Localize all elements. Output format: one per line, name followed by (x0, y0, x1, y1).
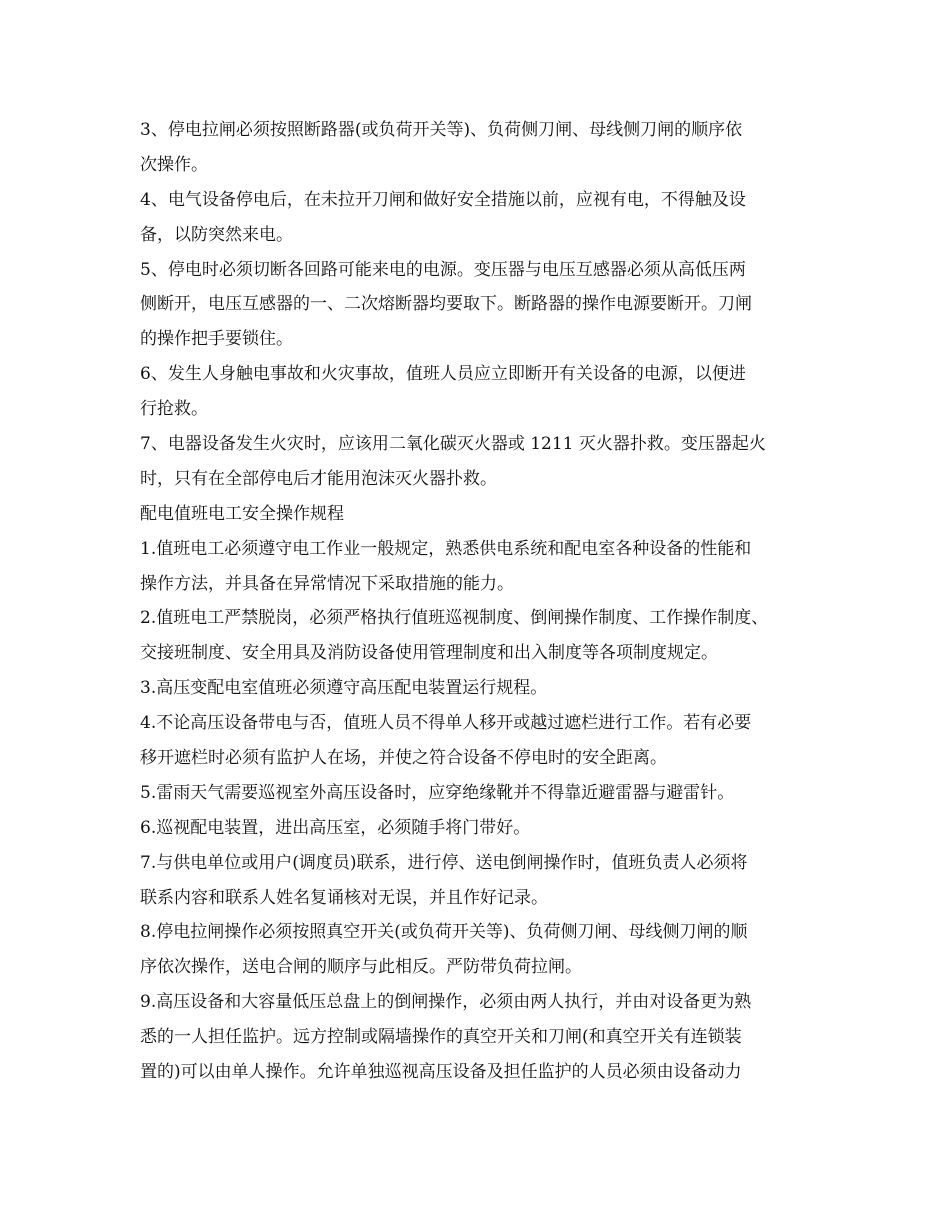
text-line: 序依次操作，送电合闸的顺序与此相反。严防带负荷拉闸。 (140, 957, 582, 978)
text-line: 4.不论高压设备带电与否，值班人员不得单人移开或越过遮栏进行工作。若有必要 (140, 713, 752, 734)
text-line: 8.停电拉闸操作必须按照真空开关(或负荷开关等)、负荷侧刀闸、母线侧刀闸的顺 (140, 922, 748, 943)
section-heading: 配电值班电工安全操作规程 (140, 503, 344, 524)
text-line: 备，以防突然来电。 (140, 224, 293, 245)
text-line: 操作方法，并具备在异常情况下采取措施的能力。 (140, 573, 514, 594)
document-body (140, 113, 830, 1090)
text-line: 交接班制度、安全用具及消防设备使用管理制度和出入制度等各项制度规定。 (140, 643, 718, 664)
text-line: 联系内容和联系人姓名复诵核对无误，并且作好记录。 (140, 887, 548, 908)
text-line: 6、发生人身触电事故和火灾事故，值班人员应立即断开有关设备的电源，以便进 (140, 364, 746, 385)
text-line: 移开遮栏时必须有监护人在场，并使之符合设备不停电时的安全距离。 (140, 748, 667, 769)
text-line: 5、停电时必须切断各回路可能来电的电源。变压器与电压互感器必须从高低压两 (140, 259, 746, 280)
text-line: 次操作。 (140, 154, 208, 175)
text-line: 6.巡视配电装置，进出高压室，必须随手将门带好。 (140, 817, 531, 838)
text-line: 时，只有在全部停电后才能用泡沫灭火器扑救。 (140, 468, 497, 489)
text-line: 悉的一人担任监护。远方控制或隔墙操作的真空开关和刀闸(和真空开关有连锁装 (140, 1027, 742, 1048)
text-line: 4、电气设备停电后，在未拉开刀闸和做好安全措施以前，应视有电，不得触及设 (140, 189, 746, 210)
text-line: 2.值班电工严禁脱岗，必须严格执行值班巡视制度、倒闸操作制度、工作操作制度、 (140, 608, 769, 629)
text-line: 行抢救。 (140, 399, 208, 420)
text-line: 9.高压设备和大容量低压总盘上的倒闸操作，必须由两人执行，并由对设备更为熟 (140, 992, 752, 1013)
text-line: 3、停电拉闸必须按照断路器(或负荷开关等)、负荷侧刀闸、母线侧刀闸的顺序依 (140, 120, 743, 140)
text-line: 置的)可以由单人操作。允许单独巡视高压设备及担任监护的人员必须由设备动力 (140, 1062, 742, 1083)
text-line: 侧断开，电压互感器的一、二次熔断器均要取下。断路器的操作电源要断开。刀闸 (140, 294, 752, 315)
text-line: 7、电器设备发生火灾时，应该用二氧化碳灭火器或 1211 灭火器扑救。变压器起火 (140, 434, 766, 455)
text-line: 3.高压变配电室值班必须遵守高压配电装置运行规程。 (140, 678, 548, 699)
text-line: 的操作把手要锁住。 (140, 329, 293, 350)
text-line: 1.值班电工必须遵守电工作业一般规定，熟悉供电系统和配电室各种设备的性能和 (140, 538, 752, 559)
text-line: 5.雷雨天气需要巡视室外高压设备时，应穿绝缘靴并不得靠近避雷器与避雷针。 (140, 782, 735, 803)
text-line: 7.与供电单位或用户(调度员)联系，进行停、送电倒闸操作时，值班负责人必须将 (140, 852, 748, 873)
